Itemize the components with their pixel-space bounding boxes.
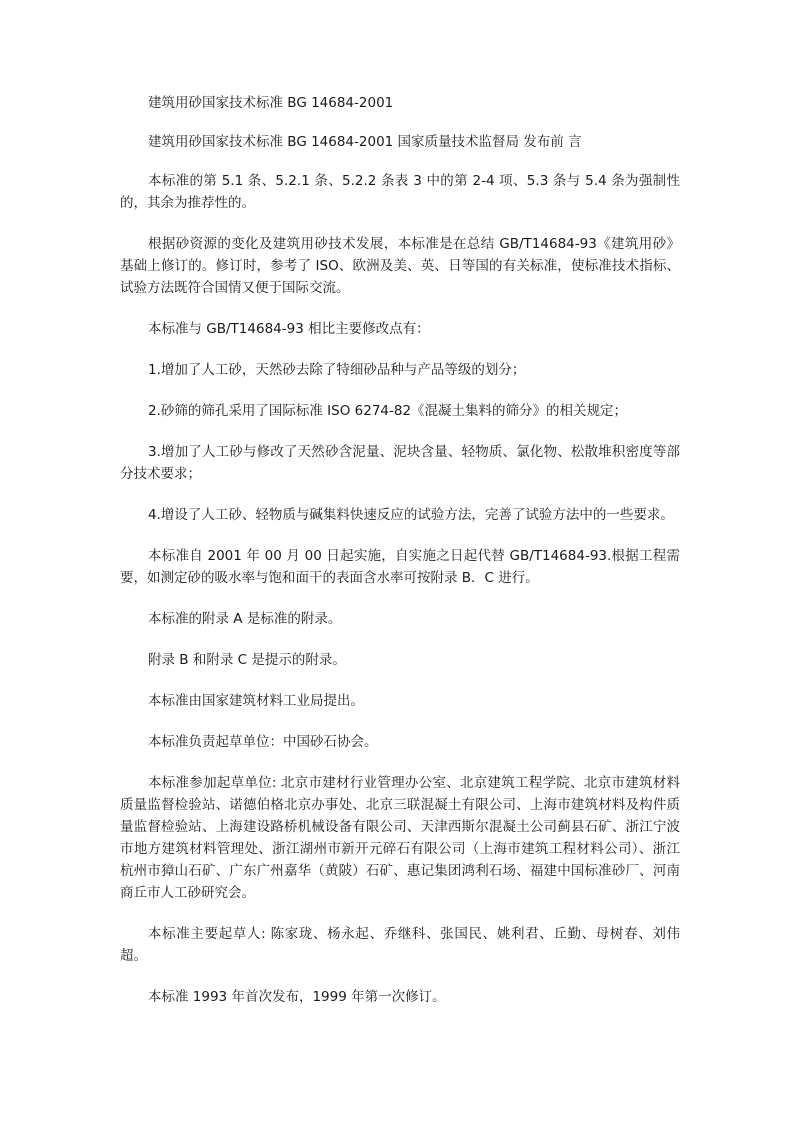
list-item-change-4: 4.增设了人工砂、轻物质与碱集料快速反应的试验方法，完善了试验方法中的一些要求。 (148, 507, 674, 523)
document-title: 建筑用砂国家技术标准 BG 14684-2001 (148, 95, 394, 111)
paragraph-proposer: 本标准由国家建筑材料工业局提出。 (148, 693, 364, 709)
paragraph-participating-units: 本标准参加起草单位: 北京市建材行业管理办公室、北京建筑工程学院、北京市建筑材料质量监督检验站、诺德伯格北京办事处、北京三联混凝土有限公司、上海市建筑材料及构件质量监督检验站、上海建设路桥机械设备有限公司、天津西斯尔混凝土公司蓟县石矿、浙江宁波市地方建筑材料管理处、浙江湖州市新开元碎石有限公司（上海市建筑工程材料公司）、浙江杭州市獐山石矿、广东广州嘉华（黄陂）石矿、惠记集团鸿利石场、福建中国标准砂厂、河南商丘市人工砂研究会。 (120, 775, 680, 901)
paragraph-revision-basis: 根据砂资源的变化及建筑用砂技术发展，本标准是在总结 GB/T14684-93《建筑用砂》基础上修订的。修订时，参考了 ISO、欧洲及美、英、日等国的有关标准，使标准技术指标、试验方法既符合国情又便于国际交流。 (120, 236, 680, 296)
paragraph-effective-date: 本标准自 2001 年 00 月 00 日起实施，自实施之日起代替 GB/T14684-93.根据工程需要，如测定砂的吸水率与饱和面干的表面含水率可按附录 B．C 进行。 (120, 548, 680, 586)
paragraph-mandatory-clauses: 本标准的第 5.1 条、5.2.1 条、5.2.2 条表 3 中的第 2-4 项、5.3 条与 5.4 条为强制性的，其余为推荐性的。 (120, 173, 680, 211)
paragraph-appendix-a: 本标准的附录 A 是标准的附录。 (148, 611, 342, 627)
paragraph-drafting-unit: 本标准负责起草单位：中国砂石协会。 (148, 734, 378, 750)
paragraph-drafters: 本标准主要起草人: 陈家珑、杨永起、乔继科、张国民、姚利君、丘勤、母树春、刘伟超。 (120, 926, 680, 964)
document-subtitle: 建筑用砂国家技术标准 BG 14684-2001 国家质量技术监督局 发布前 言 (148, 134, 582, 150)
list-item-change-3: 3.增加了人工砂与修改了天然砂含泥量、泥块含量、轻物质、氯化物、松散堆积密度等部分技术要求； (120, 444, 680, 482)
list-item-change-2: 2.砂筛的筛孔采用了国际标准 ISO 6274-82《混凝土集料的筛分》的相关规定； (148, 403, 628, 419)
list-item-change-1: 1.增加了人工砂，天然砂去除了特细砂品种与产品等级的划分； (148, 362, 526, 378)
paragraph-changes-intro: 本标准与 GB/T14684-93 相比主要修改点有： (148, 321, 430, 337)
paragraph-appendix-bc: 附录 B 和附录 C 是提示的附录。 (148, 652, 346, 668)
paragraph-publication-history: 本标准 1993 年首次发布，1999 年第一次修订。 (148, 989, 446, 1005)
document-body (120, 92, 680, 1008)
